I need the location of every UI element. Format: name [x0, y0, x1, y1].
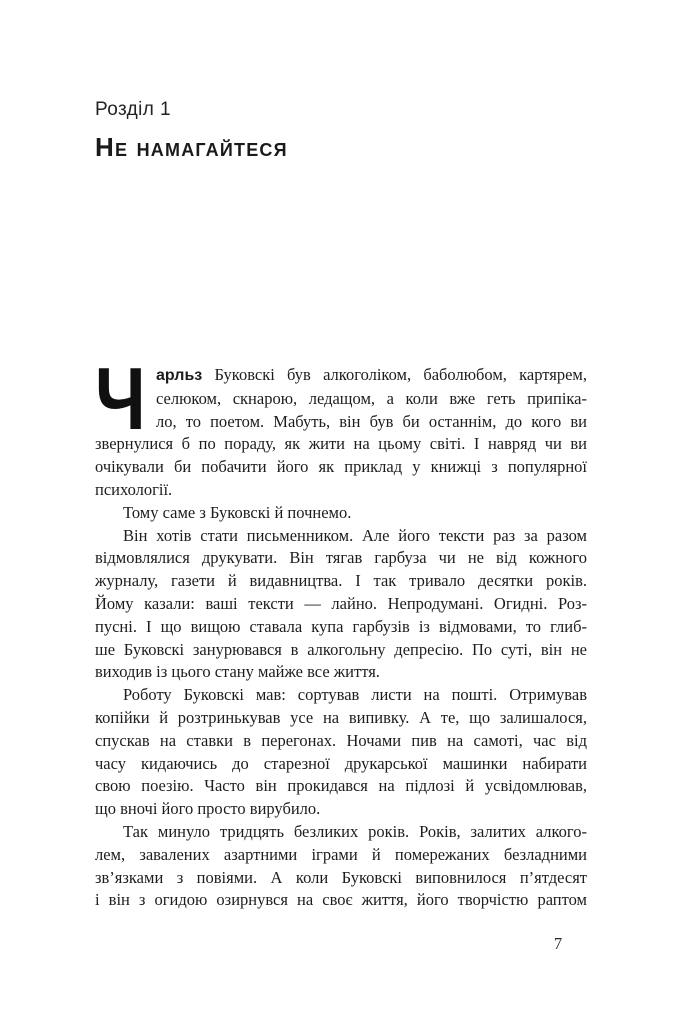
body-text [95, 349, 587, 912]
body-line: лем, завалених азартними іграми й помережаних безладними [95, 844, 587, 864]
dropcap-letter: Ч [95, 349, 146, 448]
body-line [95, 364, 587, 388]
body-line: звернулися б по пораду, як жити на цьому світі. І навряд чи ви [95, 434, 587, 454]
opening-paragraph [95, 349, 587, 502]
paragraphs-container [95, 502, 587, 912]
body-line: виходив із цього стану майже все життя. [95, 662, 380, 682]
body-line: Роботу Буковскі мав: сортував листи на пошті. Отримував [123, 685, 587, 705]
body-line: Тому саме з Буковскі й почнемо. [123, 502, 352, 522]
body-line: пусні. І що вищою ставала купа гарбузів із відмовами, то глиб- [95, 616, 587, 636]
chapter-title: Не намагайтеся [95, 132, 288, 162]
body-line: відмовлялися друкувати. Він тягав гарбуза чи не від кожного [95, 548, 587, 568]
body-line: селюком, скнарою, ледащом, а коли вже геть припіка- [156, 388, 587, 408]
body-line: часу кидаючись до старезної друкарської машинки набирати [95, 753, 587, 773]
body-line: Він хотів стати письменником. Але його тексти раз за разом [123, 525, 587, 545]
body-line: копійки й розтринькував усе на випивку. А те, що залишалося, [95, 707, 587, 727]
lead-word-bold: арльз [156, 367, 203, 384]
body-line: психології. [95, 479, 173, 499]
body-line: свою поезію. Часто він прокидався на підлозі й усвідомлював, [95, 776, 587, 796]
body-line: журналу, газети й видавництва. І так тривало десятки років. [95, 571, 587, 591]
body-line: і він з огидою озирнувся на своє життя, його творчістю раптом [95, 890, 587, 910]
body-line-text: Буковскі був алкоголіком, баболюбом, картярем, [202, 365, 587, 384]
paragraph [95, 525, 587, 685]
paragraph [95, 502, 587, 525]
paragraph [95, 821, 587, 912]
body-line: спускав на ставки в перегонах. Ночами пив на самоті, час від [95, 730, 587, 750]
body-line: ло, то поетом. Мабуть, він був би останнім, до кого ви [156, 411, 587, 431]
body-line: Так минуло тридцять безликих років. Років, залитих алкого- [123, 821, 587, 841]
body-line: очікували би побачити його як приклад у книжці з популярної [95, 457, 587, 477]
body-line: зв’язками з повіями. А коли Буковскі виповнилося п’ятдесят [95, 867, 587, 887]
page-number: 7 [553, 934, 563, 953]
body-line: що вночі його просто вирубило. [95, 799, 321, 819]
body-line: Йому казали: ваші тексти — лайно. Непродумані. Огидні. Роз- [95, 593, 587, 613]
chapter-label: Розділ 1 [95, 99, 171, 120]
paragraph [95, 684, 587, 821]
body-line: ше Буковскі занурювався в алкогольну депресію. По суті, він не [95, 639, 587, 659]
